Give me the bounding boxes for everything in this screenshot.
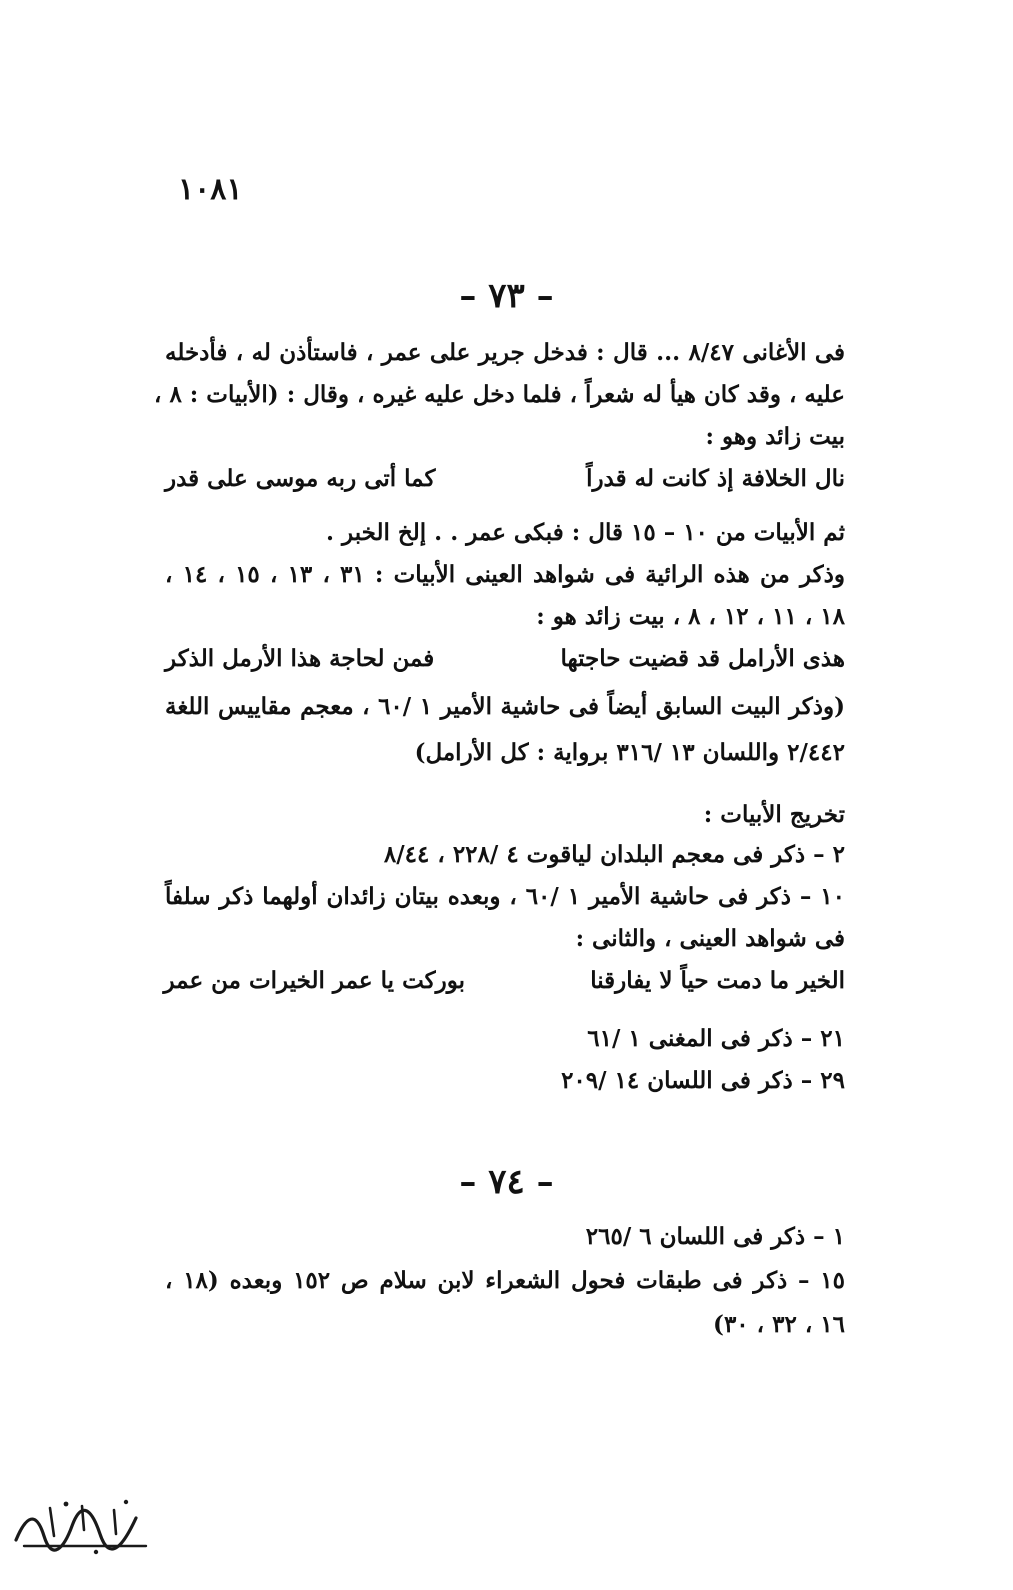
text-line: ٢١ – ذكر فى المغنى ١ /٦١	[587, 1025, 845, 1052]
verse-first-hemistich: الخير ما دمت حياً لا يفارقنا	[590, 967, 845, 994]
text-line: ١٠ – ذكر فى حاشية الأمير ١ /٦٠ ، وبعده بيتان زائدان أولهما ذكر سلفاً	[165, 883, 845, 910]
takhrij-title: تخريج الأبيات :	[703, 801, 845, 828]
page-number: ١٠٨١	[178, 172, 243, 207]
section-heading-73: – ٧٣ –	[459, 276, 554, 316]
text-line: ٢/٤٤٢ واللسان ١٣ /٣١٦ برواية : كل الأرامل)	[414, 739, 845, 766]
text-line: فى شواهد العينى ، والثانى :	[575, 925, 845, 952]
text-line: ١٥ – ذكر فى طبقات فحول الشعراء لابن سلام ص ١٥٢ وبعده (١٨ ،	[165, 1267, 846, 1294]
calligraphy-stamp-icon	[6, 1496, 156, 1558]
verse-first-hemistich: هذى الأرامل قد قضيت حاجتها	[560, 645, 845, 672]
section-heading-74: – ٧٤ –	[459, 1162, 554, 1202]
text-line: ٢ – ذكر فى معجم البلدان لياقوت ٤ /٢٢٨ ، ٨/٤٤	[383, 841, 845, 868]
text-line: بيت زائد وهو :	[705, 423, 845, 450]
text-line: ١٨ ، ١١ ، ١٢ ، ٨ ، بيت زائد هو :	[536, 603, 845, 630]
text-line: وذكر من هذه الرائية فى شواهد العينى الأبيات : ٣١ ، ١٣ ، ١٥ ، ١٤ ،	[165, 561, 845, 588]
text-line: عليه ، وقد كان هيأ له شعراً ، فلما دخل عليه غيره ، وقال : (الأبيات : ٨ ،	[154, 381, 845, 408]
verse-first-hemistich: نال الخلافة إذ كانت له قدراً	[586, 465, 845, 492]
text-line: فى الأغانى ٨/٤٧ ... قال : فدخل جرير على عمر ، فاستأذن له ، فأدخله	[165, 339, 845, 366]
text-line: ١٦ ، ٣٢ ، ٣٠)	[713, 1311, 845, 1338]
verse-line	[165, 964, 845, 998]
verse-second-hemistich: بوركت يا عمر الخيرات من عمر	[163, 967, 465, 994]
text-line: ٢٩ – ذكر فى اللسان ١٤ /٢٠٩	[561, 1067, 845, 1094]
text-line: ثم الأبيات من ١٠ – ١٥ قال : فبكى عمر . . إلخ الخبر .	[326, 519, 845, 546]
verse-second-hemistich: فمن لحاجة هذا الأرمل الذكر	[165, 645, 435, 672]
text-line: (وذكر البيت السابق أيضاً فى حاشية الأمير ١ /٦٠ ، معجم مقاييس اللغة	[165, 693, 845, 720]
verse-line	[165, 642, 845, 676]
verse-line	[165, 462, 845, 496]
text-line: ١ – ذكر فى اللسان ٦ /٢٦٥	[585, 1223, 845, 1250]
verse-second-hemistich: كما أتى ربه موسى على قدر	[165, 465, 436, 492]
library-stamp	[6, 1496, 156, 1576]
